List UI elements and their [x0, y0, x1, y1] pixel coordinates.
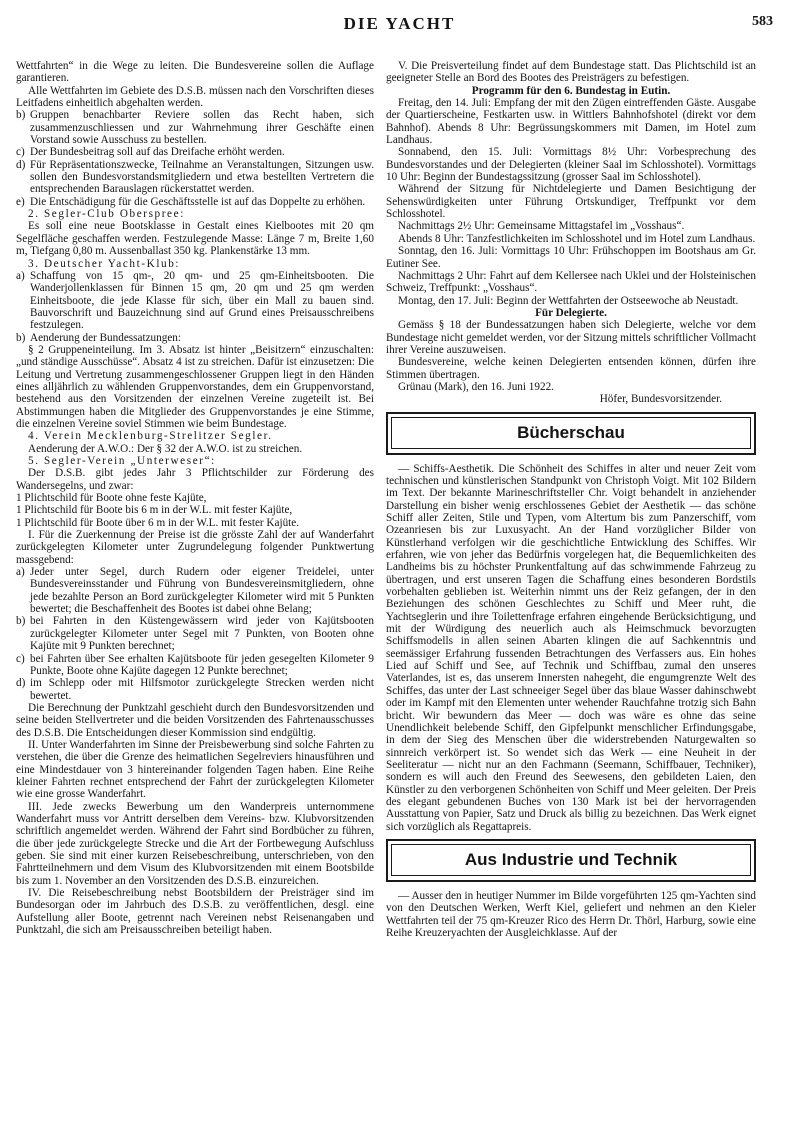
list-item — [16, 196, 374, 208]
paragraph: Sonntag, den 16. Juli: Vormittags 10 Uhr: Frühschoppen im Bootshaus am Gr. Eutiner See. — [386, 245, 756, 270]
spaced-heading — [16, 455, 374, 467]
section-heading-box — [386, 412, 756, 455]
paragraph: — Ausser den in heutiger Nummer im Bilde vorgeführten 125 qm-Yachten sind von den Deutschen Werken, Werft Kiel, geliefert und nehmen an den Kieler Wettfahrten teil der 75 qm-Kreuzer Rico des Herrn Dr. Thörl, Harburg, sowie eine Reihe Kreuzeryachten der Ausgleichklasse. Auf der — [386, 889, 756, 939]
section-heading: Aus Industrie und Technik — [391, 844, 751, 876]
signature-line: Höfer, Bundesvorsitzender. — [599, 393, 722, 406]
list-item-text: Der Bundesbeitrag soll auf das Dreifache erhöht werden. — [30, 146, 285, 159]
paragraph: Abends 8 Uhr: Tanzfestlichkeiten im Schlosshotel und im Hotel zum Landhaus. — [398, 232, 756, 245]
paragraph: III. Jede zwecks Bewerbung um den Wanderpreis unternommene Wanderfahrt muss vor Antritt derselben dem Vereins- bzw. Klubvorsitzenden schriftlich angemeldet werden. Während der Fahrt sind Bordbücher zu führen, die über jede zurückgelegte Strecke und die Art der Fortbewegung Aufschluss geben. Sie sind mit einer kurzen Reisebeschreibung, unterschrieben, von den Fahrtteilnehmern und dem Visum des Klubvorsitzenden mit einem Bootsbilde bis zum 1. November an den Vorsitzenden des D.S.B. einzureichen. — [16, 800, 374, 887]
paragraph: Bundesvereine, welche keinen Delegierten entsenden können, dürfen ihre Stimmen übertragen. — [386, 356, 756, 381]
list-item-text: bei Fahrten über See erhalten Kajütsboote für jeden gesegelten Kilometer 9 Punkte, Boote ohne Kajüte dagegen 12 Punkte berechnet; — [30, 652, 374, 677]
page-number: 583 — [752, 14, 773, 29]
list-item-label: c) — [16, 146, 25, 159]
paragraph: Wettfahrten“ in die Wege zu leiten. Die Bundesvereine sollen die Auflage garantieren. — [16, 60, 374, 85]
list-item-label: a) — [16, 566, 25, 579]
paragraph: II. Unter Wanderfahrten im Sinne der Preisbewerbung sind solche Fahrten zu verstehen, die über die Grenze des heimatlichen Segelreviers hinausführen und eine Mindestdauer von 3 hintereinander folgenden Tagen haben. Eine Reihe kleiner Fahrten rechnet entsprechend der Fahrt der zurückgelegten Kilometer wie eine grosse Wanderfahrt. — [16, 738, 374, 801]
list-item-label: d) — [16, 158, 26, 171]
paragraph: Aenderung der A.W.O.: Der § 32 der A.W.O. ist zu streichen. — [28, 442, 303, 455]
list-item-text: Schaffung von 15 qm-, 20 qm- und 25 qm-Einheitsbooten. Die Wanderjollenklassen für Binnen 15 qm, 20 qm und 25 qm werden Einheitsboote, die jede Klasse für sich, über ein Mall zu bauen sind. Bauvorschrift und Bauzeichnung sind auf Grund eines Preisausschreibens festzulegen. — [30, 269, 374, 332]
list-item-label: d) — [16, 677, 26, 690]
list-item-label: b) — [16, 615, 26, 628]
paragraph: Freitag, den 14. Juli: Empfang der mit den Zügen eintreffenden Gäste. Ausgabe der Quartierscheine, Festkarten usw. in Wittlers Bahnhofshotel (direkt vor dem Bahnhof). Abends 8 Uhr: Begrüssungskommers mit Damen, im Hotel zum Landhaus. — [386, 97, 756, 147]
paragraph: 1 Plichtschild für Boote bis 6 m in der W.L. mit fester Kajüte, — [16, 504, 293, 517]
list-item-label: b) — [16, 109, 26, 122]
subheading: Programm für den 6. Bundestag in Eutin. — [471, 84, 671, 97]
list-item-text: Aenderung der Bundessatzungen: — [30, 331, 181, 344]
left-column — [16, 60, 374, 936]
spaced-heading — [16, 258, 374, 270]
list-item-text: Die Entschädigung für die Geschäftsstelle ist auf das Doppelte zu erhöhen. — [30, 195, 366, 208]
section-heading: Bücherschau — [391, 417, 751, 449]
spaced-heading-text: 5. Segler-Verein „Unterweser“: — [28, 455, 216, 467]
list-item-text: Jeder unter Segel, durch Rudern oder eigener Treidelei, unter Bundesvereinsstander und Führung von Bundesvereinsmitgliedern, ohne jede bezahlte Person an Bord zurückgelegter Kilometer wird mit 5 Punkten bewertet; die Beschaffenheit des Bootes ist dabei ohne Belang; — [30, 566, 374, 616]
page-header — [0, 14, 799, 42]
paragraph: Montag, den 17. Juli: Beginn der Wettfahrten der Ostseewoche ab Neustadt. — [398, 294, 739, 307]
spaced-heading-text: 3. Deutscher Yacht-Klub: — [28, 257, 181, 270]
list-item-label: c) — [16, 652, 25, 665]
paragraph: I. Für die Zuerkennung der Preise ist die grösste Zahl der auf Wanderfahrt zurückgelegten Kilometer unter Zugrundelegung folgender Punktwertung massgebend: — [16, 529, 374, 566]
paragraph: — Schiffs-Aesthetik. Die Schönheit des Schiffes in alter und neuer Zeit vom technischen und künstlerischen Standpunkt von Christoph Voigt. Mit 102 Bildern im Text. Der bekannte Marineschriftsteller Chr. Voigt behandelt in anziehender Darstellung ein bisher wenig erschlossenes Gebiet der Aesthetik — das schöne Schiff aller Zeiten, Stile und Typen, vom Altertum bis zum Panzerschiff, vom Ozeanriesen bis zur Luxusyacht. An der Hand vorzüglicher Bilder von Künstlerhand verfolgen wir die geschichtliche Entwicklung des Schiffes. Wir erfahren, wie von jeher das Bedürfnis vorgelegen hat, die Bequemlichkeiten des Landheims bis zu höchster Prunkentfaltung auf das schwimmende Fahrzeug zu übertragen, und erst unseren Tagen die Schaffung eines besonderen Bordstils vorbehalten geblieben ist. Weiterhin nimmt uns der Reiz gefangen, der in den Beziehungen des schönen Geschlechtes zu Schiff und Meer ruht, die Yachtseglerin und ihre Toilettenfrage erfahren eingehende Berücksichtigung, und mit der Würdigung des neuerlich auch als Heimschmuck bevorzugten Schiffsmodells in allen seinen Abarten klingen die auf Sachkenntnis und seemässiger Erfahrung fussenden Betrachtungen des Verfassers aus. Ein hohes Lied auf Schiff und See, auf Technik und Schiffbau, zumal den unseres Vaterlandes, ist es, das unserem Innersten nahegeht, die engumgrenzte Welt des Schiffes, das unter der Last schneeiger Segel über das blaue Wasser dahinschwebt oder im Kampf mit den Elementen unter wehender Rauchfahne trotzig sich Bahn bricht. Wir bewundern das Meer — doch was wäre es ohne das seine Unendlichkeit belebende Schiff, den Gipfelpunkt menschlicher Erfindungsgabe, in dem der Sieg des Menschen über die widerstrebenden Naturgewalten so sinnreich verkörpert ist. So wendet sich das Werk — eine Neuheit in der Seeliteratur — nicht nur an den Fachmann (Seemann, Schiffbauer, Techniker), sondern es will auch den Freund des Seewesens, den gebildeten Laien, den Künstler zu den verborgenen Schönheiten von Schiff und Meer geleiten. Der Preis des elegant gebundenen Buches von 130 Mark ist bei der hervorragenden Ausstattung von Papier, Satz und Druck als billig zu bezeichnen. Das Werk eignet sich vorzüglich als Regattapreis. — [386, 462, 756, 833]
paragraph: Nachmittags 2 Uhr: Fahrt auf dem Kellersee nach Uklei und der Holsteinischen Schweiz, Treffpunkt: „Vosshaus“. — [386, 269, 756, 295]
list-item-text: Gruppen benachbarter Reviere sollen das Recht haben, sich zusammenzuschliessen und zur Wahrnehmung ihrer Geschäfte einen Vorstand sowie Ausschuss zu bestellen. — [30, 109, 374, 147]
list-item — [16, 615, 374, 652]
paragraph: V. Die Preisverteilung findet auf dem Bundestage statt. Das Plichtschild ist an geeigneter Stelle an Bord des Bootes des Preisträgers zu befestigen. — [386, 60, 756, 85]
list-item — [16, 566, 374, 615]
spaced-heading — [16, 430, 374, 442]
spaced-heading — [16, 208, 374, 220]
paragraph: Die Berechnung der Punktzahl geschieht durch den Bundesvorsitzenden und seine beiden Stellvertreter und die beiden Vorsitzenden des Fahrtenausschusses des D.S.B. Die Entscheidungen dieser Kommission sind endgültig. — [16, 701, 374, 739]
paragraph: Nachmittags 2½ Uhr: Gemeinsame Mittagstafel im „Vosshaus“. — [398, 220, 685, 233]
list-item — [16, 159, 374, 196]
paragraph: 1 Plichtschild für Boote über 6 m in der W.L. mit fester Kajüte. — [16, 516, 300, 529]
paragraph: § 2 Gruppeneinteilung. Im 3. Absatz ist hinter „Beisitzern“ einzuschalten: „und ständige Ausschüsse“. Absatz 4 ist zu streichen. Dafür ist einzusetzen: Die Leitung und Vertretung zusammengeschlossener Gruppen liegt in den Händen eines alljährlich zu wählenden Gruppenvorstandes, dem ein Gruppenvorstand, bestehend aus den Vorsitzenden der einzelnen Vereine zugeteilt ist. Bei Abstimmungen haben die Mitglieder des Gruppenvorstandes je eine Stimme, die einzelnen Vereine soviel Stimmen wie beim Bundestage. — [16, 343, 374, 430]
list-item-text: im Schlepp oder mit Hilfsmotor zurückgelegte Strecken werden nicht bewertet. — [30, 677, 374, 702]
paragraph: Grünau (Mark), den 16. Juni 1922. — [398, 380, 554, 393]
list-item — [16, 109, 374, 146]
list-item-text: Für Repräsentationszwecke, Teilnahme an Veranstaltungen, Sitzungen usw. sollen den Bundesvorstandsmitgliedern und etwa bestellten Vertretern die entsprechenden Barauslagen rückerstattet werden. — [30, 158, 374, 196]
list-item-label: b) — [16, 331, 26, 344]
list-item — [16, 677, 374, 702]
paragraph: Gemäss § 18 der Bundessatzungen haben sich Delegierte, welche vor dem Bundestage nicht gemeldet werden, vor der Sitzung mittels schriftlicher Vollmacht ihrer Vereine auszuweisen. — [386, 319, 756, 356]
paragraph: Während der Sitzung für Nichtdelegierte und Damen Besichtigung der Sehenswürdigkeiten unter Führung Ortskundiger, Treffpunkt vor dem Schlosshotel. — [386, 183, 756, 221]
paragraph: IV. Die Reisebeschreibung nebst Bootsbildern der Preisträger sind im Bundesorgan oder im Jahrbuch des D.S.B. zu veröffentlichen, desgl. eine Aufstellung aller Boote, getrennt nach Vereinen nebst Reisenangaben und Punktzahl, die sich am Preisausschreiben beteiligt haben. — [16, 887, 374, 937]
list-item — [16, 653, 374, 678]
paragraph: Es soll eine neue Bootsklasse in Gestalt eines Kielbootes mit 20 qm Segelfläche geschaffen werden. Festzulegende Masse: Länge 7 m, Breite 1,60 m, Tiefgang 0,80 m. Aussenballast 350 kg. Plankenstärke 13 mm. — [16, 220, 374, 258]
list-item — [16, 332, 374, 344]
list-item — [16, 270, 374, 332]
paragraph: Alle Wettfahrten im Gebiete des D.S.B. müssen nach den Vorschriften dieses Leitfadens einheitlich abgehalten werden. — [16, 84, 374, 110]
list-item-text: bei Fahrten in den Küstengewässern wird jeder von Kajütsbooten zurückgelegter Kilometer unter Segel mit 7 Punkten, von Booten ohne Kajüte mit 9 Punkten berechnet; — [30, 615, 374, 653]
paragraph: 1 Plichtschild für Boote ohne feste Kajüte, — [16, 492, 207, 505]
list-item-label: e) — [16, 195, 25, 208]
paragraph: Der D.S.B. gibt jedes Jahr 3 Pflichtschilder zur Förderung des Wandersegelns, und zwar: — [16, 467, 374, 492]
section-heading-box — [386, 839, 756, 882]
spaced-heading-text: 4. Verein Mecklenburg-Strelitzer Segler. — [28, 430, 273, 443]
paragraph: Sonnabend, den 15. Juli: Vormittags 8½ Uhr: Vorbesprechung des Bundesvorstandes und der Delegierten (kleiner Saal im Schlosshotel). Vormittags 10 Uhr: Beginn der Bundestagssitzung (grosser Saal im Schlosshotel). — [386, 146, 756, 184]
subheading: Für Delegierte. — [535, 306, 607, 319]
spaced-heading-text: 2. Segler-Club Oberspree: — [28, 208, 185, 221]
list-item-label: a) — [16, 269, 25, 282]
list-item — [16, 146, 374, 158]
right-column — [386, 60, 756, 939]
magazine-title: DIE YACHT — [343, 14, 456, 33]
